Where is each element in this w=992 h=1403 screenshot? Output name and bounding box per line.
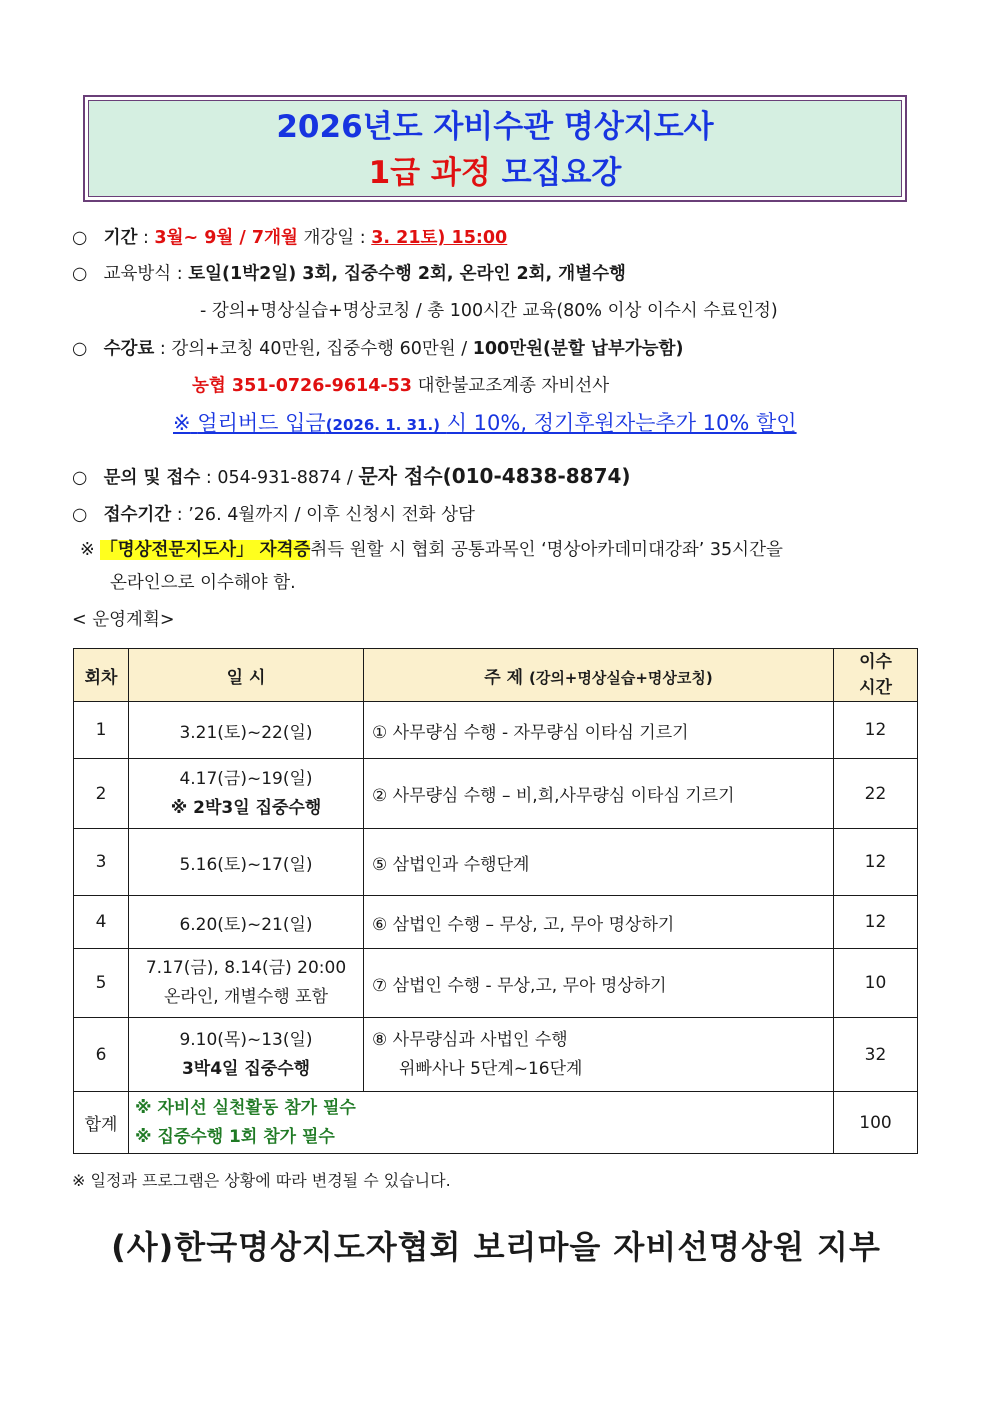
total-note1: ※ 자비선 실천활동 참가 필수 [135, 1097, 356, 1118]
discount-text: 얼리버드 입금 [197, 411, 326, 435]
table-row [74, 829, 918, 896]
row-date-line2: 3박4일 집중수행 [181, 1058, 311, 1079]
table-row [74, 896, 918, 949]
row-date [129, 759, 364, 829]
fee-label: 수강료 [103, 339, 155, 359]
row-hours: 12 [834, 829, 918, 896]
contact-phone: : 054-931-8874 / [205, 468, 353, 488]
total-hours: 100 [834, 1092, 918, 1154]
discount-date: (2026. 1. 31.) [325, 416, 441, 434]
row-date-line1: 4.17(금)~19(일) [179, 768, 313, 789]
plan-heading: < 운영계획> [72, 610, 175, 630]
table-row [74, 702, 918, 759]
circle-bullet-icon: ○ [72, 505, 88, 525]
row-topic: ② 사무량심 수행 – 비,희,사무량심 이타심 기르기 [364, 759, 834, 829]
schedule-note: ※ 일정과 프로그램은 상황에 따라 변경될 수 있습니다. [72, 1171, 451, 1190]
deadline-line [72, 501, 475, 526]
period-label: 기간 [103, 228, 138, 248]
title-line1: 2026년도 자비수관 명상지도사 [276, 109, 714, 145]
circle-bullet-icon: ○ [72, 468, 88, 488]
circle-bullet-icon: ○ [72, 264, 88, 284]
discount-line [173, 407, 797, 437]
cert-note-line2: 온라인으로 이수해야 함. [110, 573, 296, 593]
row-date-line2: ※ 2박3일 집중수행 [170, 797, 322, 818]
fee-total: 100만원(분할 납부가능함) [472, 339, 684, 359]
row-round: 2 [74, 759, 129, 829]
row-topic: ⑦ 삼법인 수행 - 무상,고, 무아 명상하기 [364, 949, 834, 1018]
header-topic [364, 649, 834, 702]
deadline-value: : ’26. 4월까지 / 이후 신청시 전화 상담 [176, 505, 475, 525]
reference-mark-icon: ※ [173, 411, 191, 435]
row-round: 6 [74, 1018, 129, 1092]
row-date: 6.20(토)~21(일) [129, 896, 364, 949]
method-detail: - 강의+명상실습+명상코칭 / 총 100시간 교육(80% 이상 이수시 수료인정) [200, 301, 778, 321]
row-hours: 12 [834, 702, 918, 759]
header-topic-label: 주 제 [484, 667, 524, 688]
method-line [72, 260, 626, 285]
total-label: 합계 [74, 1092, 129, 1154]
row-round: 1 [74, 702, 129, 759]
opening-value: 3. 21토) 15:00 [371, 228, 508, 248]
cert-highlight: 「명상전문지도사」 자격증 [100, 540, 311, 560]
row-date: 3.21(토)~22(일) [129, 702, 364, 759]
sms-contact: 문자 접수(010-4838-8874) [358, 464, 631, 488]
row-hours: 22 [834, 759, 918, 829]
row-date [129, 1018, 364, 1092]
row-topic-line2: 위빠사나 5단계~16단계 [399, 1058, 583, 1079]
cert-note-text: 취득 원할 시 협회 공통과목인 ‘명상아카데미대강좌’ 35시간을 [310, 540, 783, 560]
title-course: 1급 과정 [368, 155, 491, 191]
period-line: ○ 기간 : 3월~ 9월 / 7개월 개강일 : 3. 21토) 15:00 [72, 228, 508, 248]
fee-value: : 강의+코칭 40만원, 집중수행 60만원 / [159, 339, 468, 359]
row-round: 4 [74, 896, 129, 949]
row-date [129, 949, 364, 1018]
bank-line [192, 372, 609, 397]
title-panel [88, 100, 902, 197]
title-recruit: 모집요강 [501, 155, 622, 191]
row-topic [364, 1018, 834, 1092]
title-line2 [89, 149, 901, 197]
method-label: 교육방식 : [103, 264, 183, 284]
deadline-label: 접수기간 [103, 505, 172, 525]
row-hours: 32 [834, 1018, 918, 1092]
table-row [74, 1018, 918, 1092]
row-topic: ⑤ 삼법인과 수행단계 [364, 829, 834, 896]
header-topic-sub: (강의+명상실습+명상코칭) [528, 668, 713, 687]
period-value: 3월~ 9월 / 7개월 [154, 228, 298, 248]
method-value: 토일(1박2일) 3회, 집중수행 2회, 온라인 2회, 개별수행 [188, 264, 626, 284]
row-date-line2: 온라인, 개별수행 포함 [163, 987, 328, 1007]
reference-mark-icon: ※ [80, 540, 95, 560]
schedule-table [73, 648, 918, 1154]
bank-holder: 대한불교조계종 자비선사 [417, 376, 610, 396]
header-round: 회차 [74, 649, 129, 702]
row-hours: 12 [834, 896, 918, 949]
circle-bullet-icon: ○ [72, 228, 88, 248]
table-total-row [74, 1092, 918, 1154]
header-hours-line2: 시간 [859, 678, 892, 698]
contact-line [72, 460, 631, 489]
row-date-line1: 9.10(목)~13(일) [179, 1029, 313, 1050]
total-note2: ※ 집중수행 1회 참가 필수 [135, 1126, 335, 1147]
row-round: 5 [74, 949, 129, 1018]
fee-line [72, 335, 683, 360]
cert-note-line1 [80, 536, 783, 561]
discount-rest: 시 10%, 정기후원자는추가 10% 할인 [446, 411, 797, 435]
row-topic: ① 사무량심 수행 - 자무량심 이타심 기르기 [364, 702, 834, 759]
row-hours: 10 [834, 949, 918, 1018]
bank-account: 농협 351-0726-9614-53 [192, 376, 412, 396]
organization-footer: (사)한국명상지도자협회 보리마을 자비선명상원 지부 [111, 1228, 881, 1266]
total-notes [129, 1092, 834, 1154]
row-topic: ⑥ 삼법인 수행 – 무상, 고, 무아 명상하기 [364, 896, 834, 949]
contact-label: 문의 및 접수 [103, 468, 201, 488]
row-round: 3 [74, 829, 129, 896]
circle-bullet-icon: ○ [72, 339, 88, 359]
opening-label: 개강일 : [303, 228, 366, 248]
header-date: 일 시 [129, 649, 364, 702]
table-row [74, 949, 918, 1018]
row-date-line1: 7.17(금), 8.14(금) 20:00 [145, 958, 347, 978]
row-date: 5.16(토)~17(일) [129, 829, 364, 896]
table-header-row [74, 649, 918, 702]
header-hours [834, 649, 918, 702]
row-topic-line1: ⑧ 사무량심과 사법인 수행 [372, 1029, 568, 1050]
table-row [74, 759, 918, 829]
title-box [83, 95, 907, 202]
header-hours-line1: 이수 [859, 652, 892, 672]
